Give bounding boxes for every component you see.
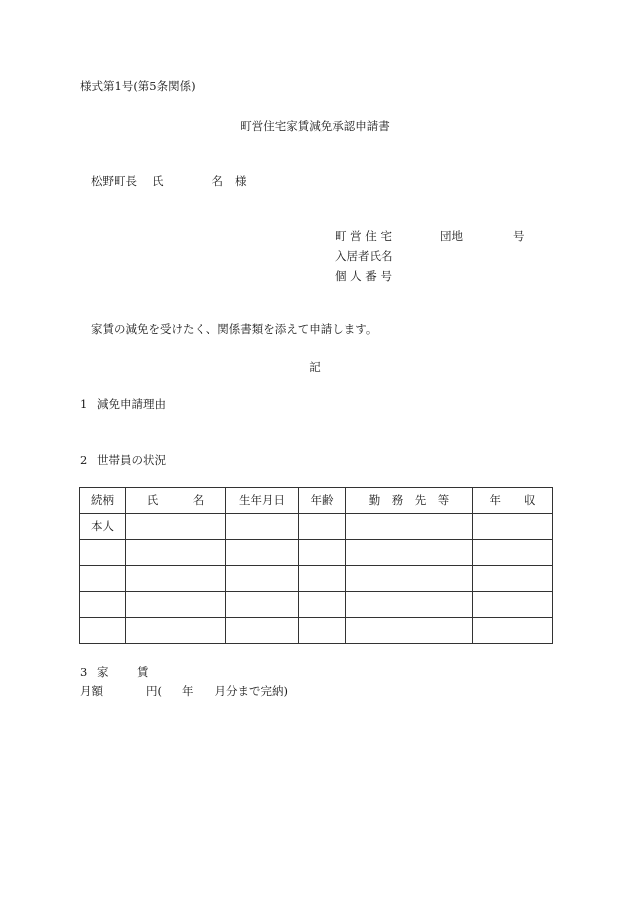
cell-age[interactable] — [299, 592, 346, 618]
table-row — [80, 618, 553, 644]
section-1-heading — [80, 399, 166, 411]
cell-income[interactable] — [473, 618, 553, 644]
cell-age[interactable] — [299, 540, 346, 566]
id-row — [335, 271, 525, 291]
cell-name[interactable] — [126, 592, 226, 618]
ki-heading: 記 — [309, 360, 321, 374]
cell-birthdate[interactable] — [226, 566, 299, 592]
form-number: 様式第1号(第5条関係) — [80, 79, 196, 93]
personal-number-label: 個 人 番 号 — [335, 269, 392, 283]
header-annual-income: 年 収 — [473, 488, 553, 514]
section-3-number: 3 — [80, 665, 88, 679]
cell-relation[interactable]: 本人 — [80, 514, 126, 540]
yen-label: 円( — [146, 684, 162, 698]
cell-birthdate[interactable] — [226, 540, 299, 566]
header-name: 氏 名 — [126, 488, 226, 514]
table-row — [80, 514, 553, 540]
cell-relation[interactable] — [80, 566, 126, 592]
table-header-row — [80, 488, 553, 514]
cell-income[interactable] — [473, 514, 553, 540]
header-age: 年齢 — [299, 488, 346, 514]
cell-workplace[interactable] — [346, 540, 473, 566]
cell-workplace[interactable] — [346, 566, 473, 592]
section-1-number: 1 — [80, 397, 88, 411]
cell-name[interactable] — [126, 514, 226, 540]
cell-name[interactable] — [126, 540, 226, 566]
section-2-title: 世帯員の状況 — [97, 453, 166, 467]
section-2-number: 2 — [80, 453, 88, 467]
month-paid-label: 月分まで完納) — [214, 684, 288, 698]
resident-row — [335, 251, 525, 271]
cell-age[interactable] — [299, 514, 346, 540]
cell-workplace[interactable] — [346, 514, 473, 540]
addressee-shi: 氏 — [152, 174, 164, 188]
cell-age[interactable] — [299, 618, 346, 644]
cell-income[interactable] — [473, 592, 553, 618]
document-title: 町営住宅家賃減免承認申請書 — [240, 119, 390, 133]
request-statement: 家賃の減免を受けたく、関係書類を添えて申請します。 — [91, 322, 378, 336]
section-1-title: 減免申請理由 — [97, 397, 166, 411]
cell-relation[interactable] — [80, 540, 126, 566]
cell-age[interactable] — [299, 566, 346, 592]
section-3-heading — [80, 667, 149, 679]
cell-relation[interactable] — [80, 618, 126, 644]
danchi-label: 団地 — [440, 229, 463, 243]
cell-name[interactable] — [126, 618, 226, 644]
housing-row — [335, 231, 525, 251]
cell-birthdate[interactable] — [226, 618, 299, 644]
addressee-sama: 様 — [235, 174, 247, 188]
nen-label: 年 — [182, 684, 194, 698]
header-workplace: 勤 務 先 等 — [346, 488, 473, 514]
table-row — [80, 540, 553, 566]
cell-workplace[interactable] — [346, 618, 473, 644]
header-birthdate: 生年月日 — [226, 488, 299, 514]
header-relation: 続柄 — [80, 488, 126, 514]
addressee-mei: 名 — [211, 174, 223, 188]
addressee — [91, 176, 247, 188]
cell-birthdate[interactable] — [226, 514, 299, 540]
cell-birthdate[interactable] — [226, 592, 299, 618]
applicant-block — [335, 231, 525, 291]
cell-relation[interactable] — [80, 592, 126, 618]
monthly-rent-line — [80, 686, 288, 698]
section-2-heading — [80, 455, 166, 467]
cell-name[interactable] — [126, 566, 226, 592]
section-3-title-a: 家 — [97, 665, 109, 679]
resident-name-label: 入居者氏名 — [335, 249, 393, 263]
housing-label: 町 営 住 宅 — [335, 229, 392, 243]
table-row — [80, 592, 553, 618]
addressee-mayor: 松野町長 — [91, 174, 137, 188]
section-3-title-b: 賃 — [137, 665, 149, 679]
table-row — [80, 566, 553, 592]
monthly-label: 月額 — [80, 684, 103, 698]
cell-workplace[interactable] — [346, 592, 473, 618]
go-label: 号 — [513, 229, 525, 243]
cell-income[interactable] — [473, 540, 553, 566]
household-table — [79, 487, 553, 644]
cell-income[interactable] — [473, 566, 553, 592]
